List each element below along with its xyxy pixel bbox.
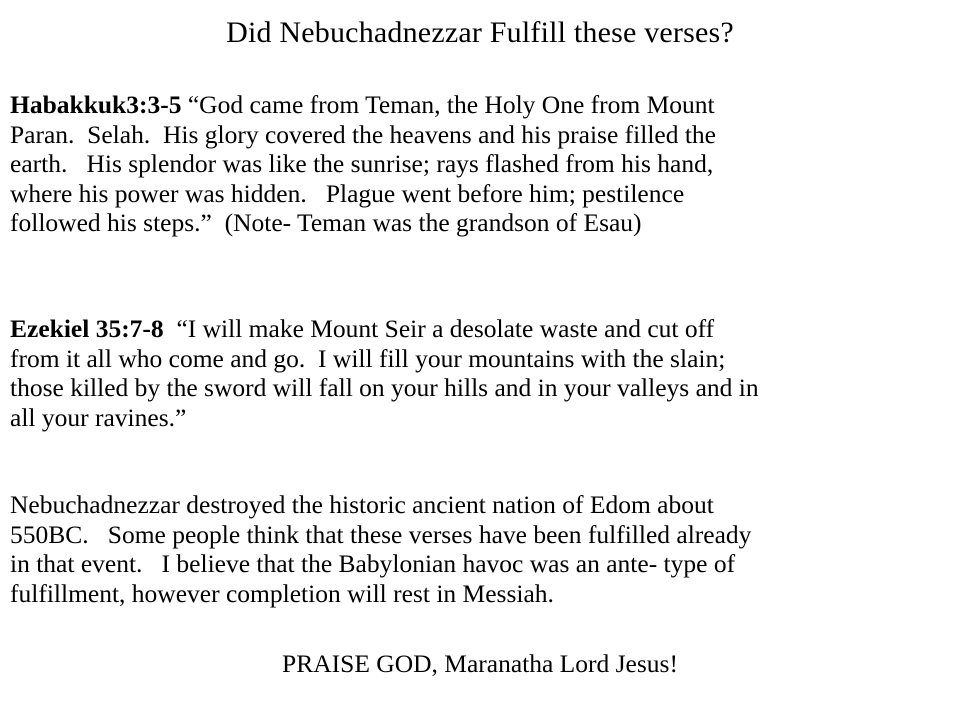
commentary-line-4: fulfillment, however completion will rest in Messiah.: [10, 578, 554, 608]
ezekiel-line-3: those killed by the sword will fall on your hills and in your valleys and in: [10, 373, 759, 402]
habakkuk-line-1: “God came from Teman, the Holy One from Mount: [181, 90, 715, 119]
passage-line: [10, 90, 955, 120]
slide-title: Did Nebuchadnezzar Fulfill these verses?: [226, 16, 734, 49]
habakkuk-line-5: followed his steps.” (Note- Teman was the grandson of Esau): [10, 208, 642, 237]
habakkuk-passage: [10, 90, 955, 238]
commentary-line-1: Nebuchadnezzar destroyed the historic ancient nation of Edom about: [10, 490, 714, 519]
commentary-paragraph: [10, 490, 955, 608]
commentary-line-3: in that event. I believe that the Babylonian havoc was an ante- type of: [10, 549, 736, 578]
habakkuk-line-3: earth. His splendor was like the sunrise; rays flashed from his hand,: [10, 149, 714, 178]
habakkuk-reference: Habakkuk3:3-5: [10, 90, 182, 119]
ezekiel-passage: [10, 314, 955, 432]
closing-line: PRAISE GOD, Maranatha Lord Jesus!: [282, 649, 678, 678]
ezekiel-line-4: all your ravines.”: [10, 402, 187, 432]
habakkuk-line-2: Paran. Selah. His glory covered the heavens and his praise filled the: [10, 119, 716, 149]
passage-line: [10, 314, 955, 344]
ezekiel-reference: Ezekiel 35:7-8: [10, 314, 164, 343]
commentary-line-2: 550BC. Some people think that these verses have been fulfilled already: [10, 519, 752, 549]
habakkuk-line-4: where his power was hidden. Plague went before him; pestilence: [10, 178, 685, 208]
ezekiel-line-1: “I will make Mount Seir a desolate waste and cut off: [163, 314, 715, 343]
ezekiel-line-2: from it all who come and go. I will fill your mountains with the slain;: [10, 343, 726, 373]
